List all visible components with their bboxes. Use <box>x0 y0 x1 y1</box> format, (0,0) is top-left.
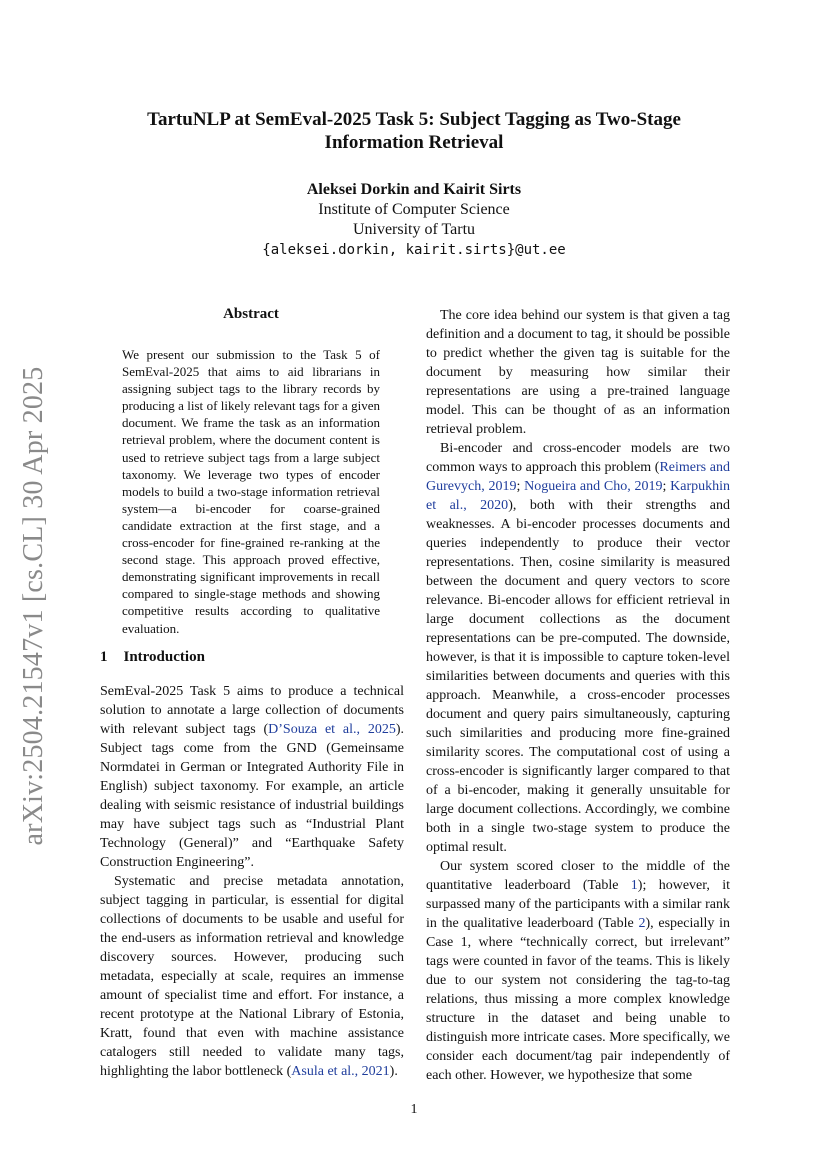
right-paragraph-2 <box>426 439 730 857</box>
text-run: Our system scored closer to the middle of the quantitative leaderboard (Table <box>426 859 730 893</box>
citation-link[interactable]: Nogueira and Cho, 2019 <box>524 479 663 494</box>
section-heading-introduction <box>100 649 205 666</box>
citation-link[interactable]: Reimers and Gurevych, 2019 <box>426 460 730 494</box>
text-run: ), both with their strengths and weaknesses. A bi-encoder processes documents and queries independently to produce their vector representations. Then, cosine similarity is measured between the document and query vectors to score relevance. Bi-encoder allows for efficient retrieval in large document collections as the document representations can be pre-computed. The downside, however, is that it is impossible to capture token-level similarities between documents and queries with this approach. Meanwhile, a cross-encoder processes document and query pairs simultaneously, capturing such similarities and producing more fine-grained similarity scores. The computational cost of using a cross-encoder is significantly larger compared to that of a bi-encoder, making it generally unsuitable for large document collections. Accordingly, we combine both in a single two-stage system to produce the optimal result. <box>426 498 730 855</box>
text-run: ), especially in Case 1, where “technically correct, but irrelevant” tags were counted in favor of the teams. This is likely due to our system not considering the tag-to-tag relations, thus missing a more complex knowledge structure in the dataset and being unable to distinguish more intricate cases. More specifically, we consider each document/tag pair independently of each other. However, we hypothesize that some <box>426 916 730 1083</box>
author-names: Aleksei Dorkin and Kairit Sirts <box>306 181 522 198</box>
section-number: 1 <box>100 649 108 665</box>
right-column-body <box>426 306 730 1085</box>
text-run: ). Subject tags come from the GND (Gemeinsame Normdatei in German or Integrated Authority File in English) subject taxonomy. For example, an article dealing with seismic resistance of industrial buildings may have subject tags such as “Industrial Plant Technology (General)” and “Earthquake Safety Construction Engineering”. <box>100 722 404 870</box>
text-run: Systematic and precise metadata annotation, subject tagging in particular, is essential for digital collections of documents to be usable and useful for the end-users as information retrieval and knowledge discovery sources. However, producing such metadata, especially at scale, requires an immense amount of specialist time and effort. For instance, a recent prototype at the National Library of Estonia, Kratt, found that even with machine assistance catalogers still needed to validate many tags, highlighting the labor bottleneck ( <box>100 874 404 1079</box>
abstract-body: We present our submission to the Task 5 of SemEval-2025 that aims to aid librarians in assigning subject tags to the library records by producing a list of likely relevant tags for a given document. We frame the task as an information retrieval problem, where the document content is used to retrieve subject tags from a large subject taxonomy. We leverage two types of encoder models to build a two-stage information retrieval system—a bi-encoder for coarse-grained candidate extraction at the first stage, and a cross-encoder for fine-grained re-ranking at the second stage. This approach proved effective, demonstrating significant improvements in recall compared to single-stage methods and showing competitive results according to qualitative evaluation. <box>122 347 380 636</box>
page-number: 1 <box>410 1102 418 1117</box>
table-reference-link[interactable]: 1 <box>630 878 638 893</box>
text-run: SemEval-2025 Task 5 aims to produce a technical solution to annotate a large collection of documents with relevant subject tags ( <box>100 684 404 737</box>
section-title: Introduction <box>123 649 205 665</box>
left-column-body <box>100 682 404 1081</box>
paper-title-line-1: TartuNLP at SemEval-2025 Task 5: Subject Tagging as Two-Stage <box>147 109 681 130</box>
citation-link[interactable]: D’Souza et al., 2025 <box>268 722 396 737</box>
affiliation-line-1: Institute of Computer Science <box>318 201 510 218</box>
citation-link[interactable]: Karpukhin et al., 2020 <box>426 479 731 513</box>
paper-title <box>100 108 728 154</box>
arxiv-identifier-text: arXiv:2504.21547v1 [cs.CL] 30 Apr 2025 <box>18 366 49 845</box>
text-run: Bi-encoder and cross-encoder models are two common ways to approach this problem ( <box>426 441 730 475</box>
text-run: ; <box>516 479 525 494</box>
table-reference-link[interactable]: 2 <box>638 916 646 931</box>
abstract-heading: Abstract <box>223 306 279 322</box>
author-email: {aleksei.dorkin, kairit.sirts}@ut.ee <box>262 242 566 258</box>
right-paragraph-1: The core idea behind our system is that given a tag definition and a document to tag, it should be possible to predict whether the given tag is suitable for the document by measuring how similar their representations are using a pre-trained language model. This can be thought of as an information retrieval problem. <box>426 308 730 437</box>
text-run: ; <box>662 479 671 494</box>
author-block <box>160 180 668 260</box>
affiliation-line-2: University of Tartu <box>352 221 476 238</box>
arxiv-identifier <box>18 358 49 853</box>
intro-paragraph-1 <box>100 682 404 872</box>
right-paragraph-3 <box>426 857 730 1085</box>
citation-link[interactable]: Asula et al., 2021 <box>291 1064 390 1079</box>
intro-paragraph-2 <box>100 872 404 1081</box>
paper-title-line-2: Information Retrieval <box>324 132 504 153</box>
text-run: ). <box>389 1064 398 1079</box>
text-run: ); however, it surpassed many of the participants with a similar rank in the qualitative leaderboard (Table <box>426 878 730 931</box>
